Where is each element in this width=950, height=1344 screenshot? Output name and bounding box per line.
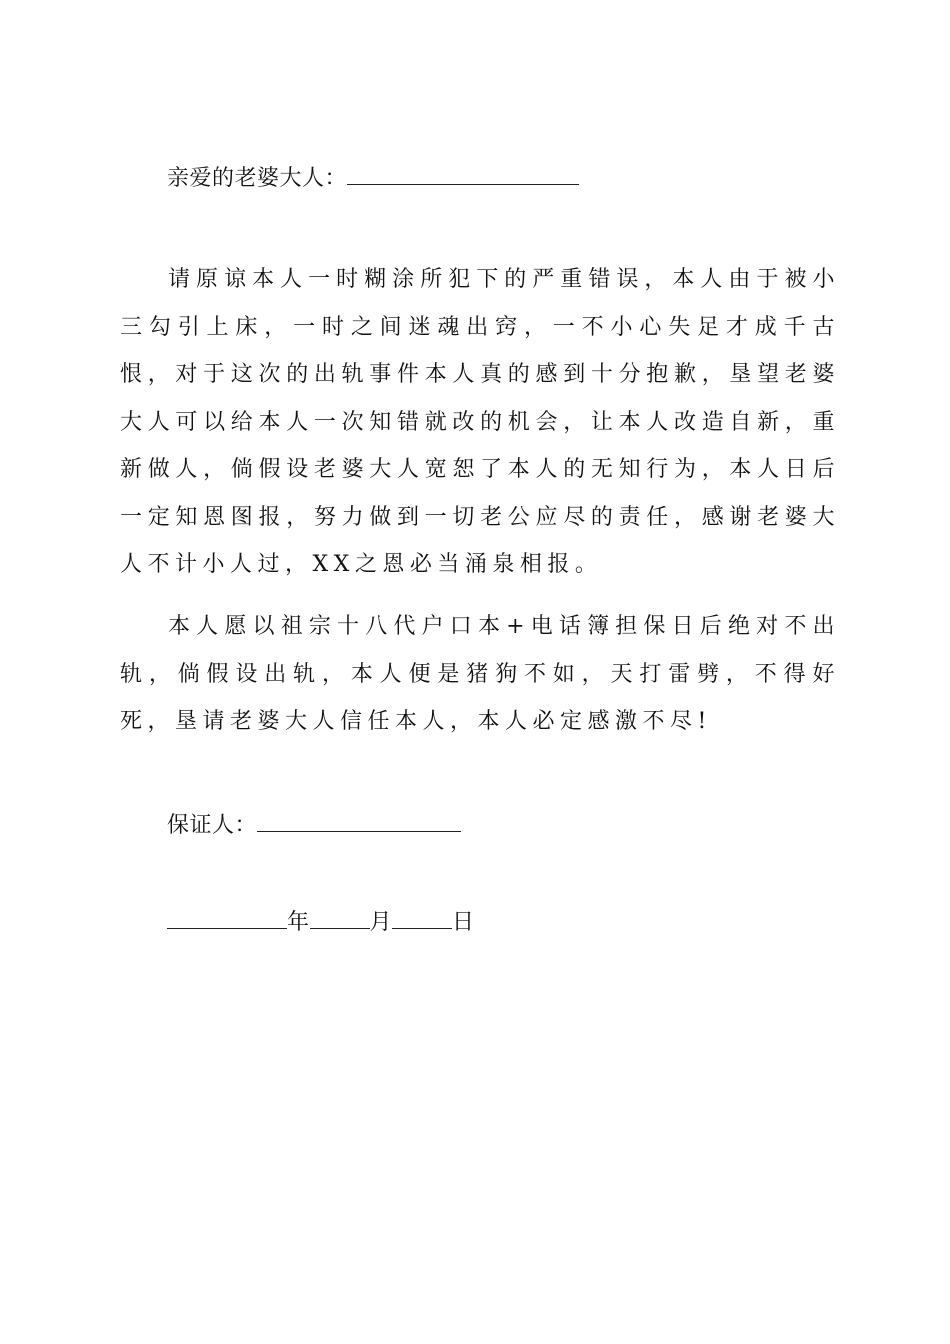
salutation: 亲爱的老婆大人： (167, 166, 348, 191)
year-blank (167, 910, 287, 929)
guarantor-blank (257, 813, 461, 832)
promise-paragraph: 本人愿以祖宗十八代户口本+电话簿担保日后绝对不出轨，倘假设出轨，本人便是猪狗不如，天打雷劈，不得好死，垦请老婆大人信任本人，本人必定感激不尽! (120, 614, 840, 734)
guarantor-line (167, 810, 887, 842)
day-blank (392, 910, 452, 929)
day-label: 日 (452, 910, 475, 935)
month-label: 月 (369, 910, 393, 935)
apology-paragraph: 请原谅本人一时糊涂所犯下的严重错误，本人由于被小三勾引上床，一时之间迷魂出窍，一不小心失足才成千古恨，对于这次的出轨事件本人真的感到十分抱歉，垦望老婆大人可以给本人一次知错就改的机会，让本人改造自新，重新做人，倘假设老婆大人宽恕了本人的无知行为，本人日后一定知恩图报，努力做到一切老公应尽的责任，感谢老婆大人不计小人过，XX之恩必当涌泉相报。 (120, 267, 840, 577)
year-label: 年 (287, 910, 310, 935)
salutation-line (167, 163, 887, 195)
date-line (167, 907, 887, 939)
guarantor-label: 保证人： (167, 813, 258, 838)
recipient-blank (347, 166, 579, 185)
month-blank (310, 910, 370, 929)
